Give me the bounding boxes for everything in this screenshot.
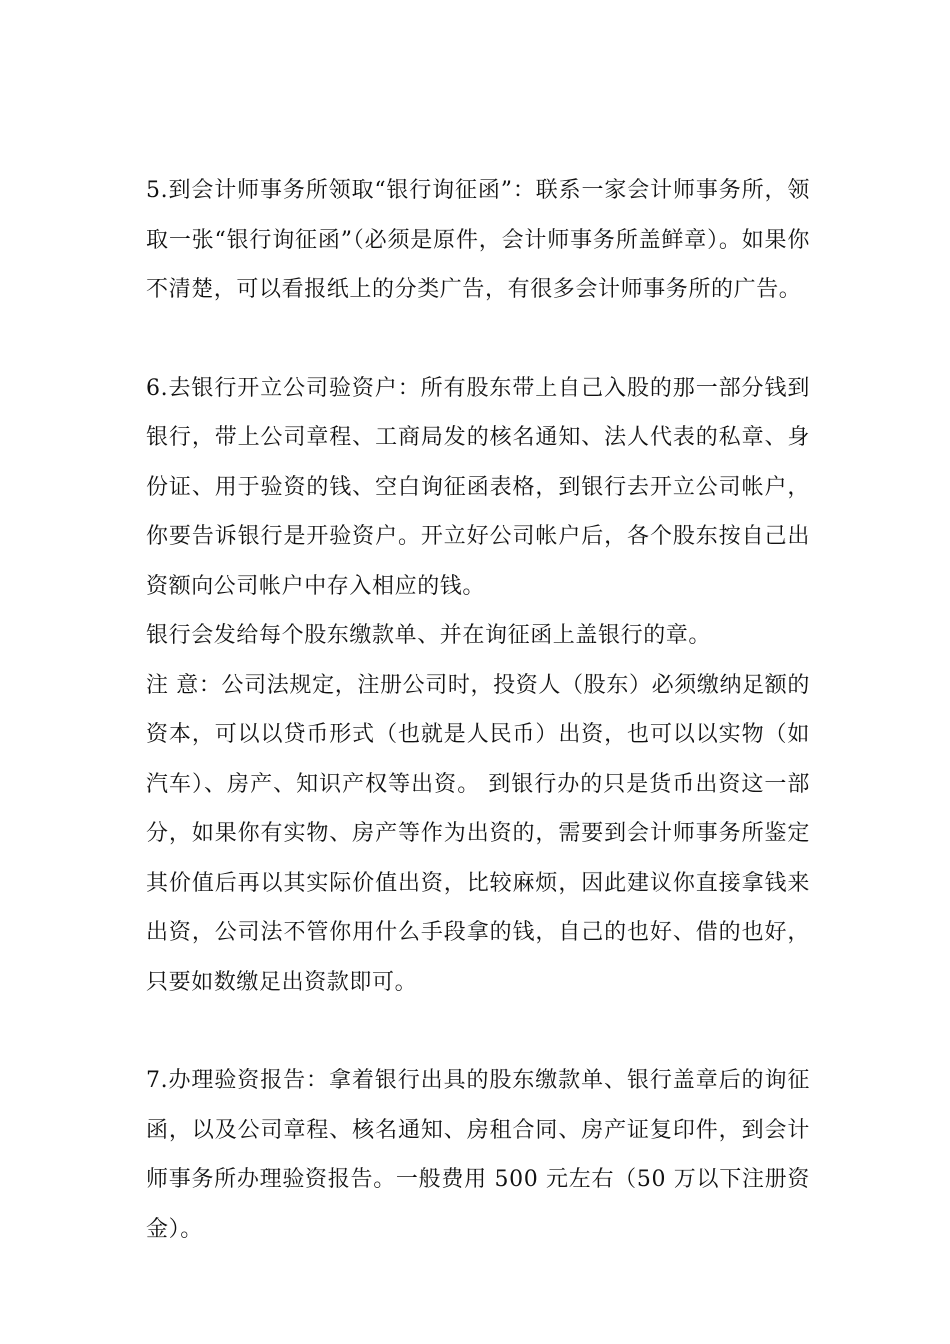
section-5-paragraph: 5.到会计师事务所领取“银行询征函”：联系一家会计师事务所，领取一张“银行询征函”（必须是原件，会计师事务所盖鲜章）。如果你不清楚，可以看报纸上的分类广告，有很多会计师事务所的广告。 [146, 178, 810, 302]
section-6-bank-note: 银行会发给每个股东缴款单、并在询征函上盖银行的章。 [146, 623, 712, 648]
paragraph-spacer [146, 1007, 810, 1056]
section-6-notice-paragraph: 注 意：公司法规定，注册公司时，投资人（股东）必须缴纳足额的资本，可以以贷币形式（也就是人民币）出资，也可以以实物（如汽车）、房产、知识产权等出资。 到银行办的只是货币出资这一部分，如果你有实物、房产等作为出资的，需要到会计师事务所鉴定其价值后再以其实际价值出资，比较麻烦，因此建议你直接拿钱来 出资，公司法不管你用什么手段拿的钱，自己的也好、借的也好，只要如数缴足出资款即可。 [146, 672, 810, 995]
document-body [146, 166, 810, 1254]
paragraph-spacer [146, 315, 810, 364]
section-7-paragraph: 7.办理验资报告：拿着银行出具的股东缴款单、银行盖章后的询征函，以及公司章程、核名通知、房租合同、房产证复印件，到会计师事务所办理验资报告。一般费用 500 元左右（50 万以下注册资金）。 [146, 1068, 810, 1242]
section-6-paragraph: 6.去银行开立公司验资户：所有股东带上自己入股的那一部分钱到银行，带上公司章程、工商局发的核名通知、法人代表的私章、身份证、用于验资的钱、空白询征函表格，到银行去开立公司帐户，你要告诉银行是开验资户。开立好公司帐户后，各个股东按自己出资额向公司帐户中存入相应的钱。 [146, 375, 810, 599]
